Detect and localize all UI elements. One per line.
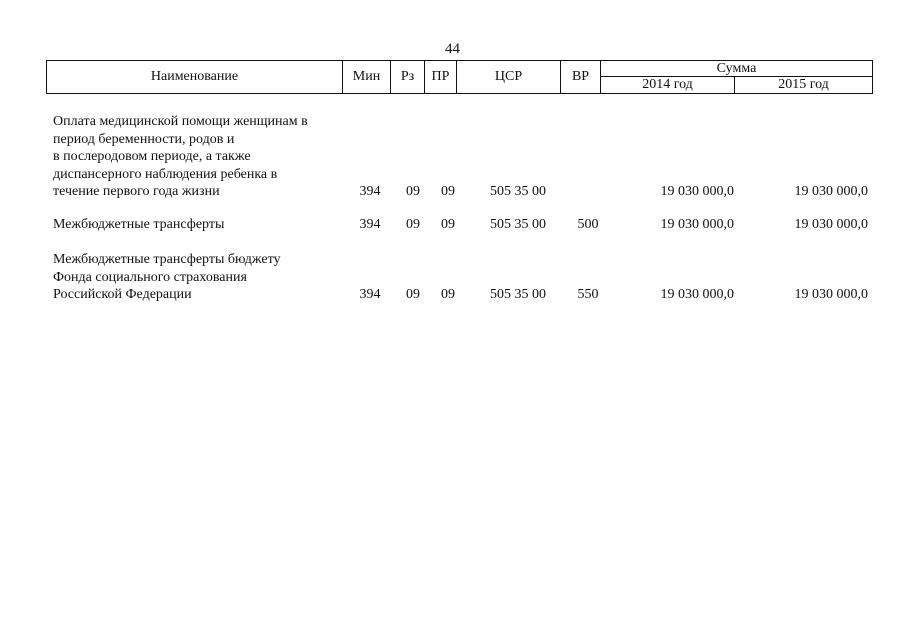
cell-pr: 09 [441,184,455,199]
cell-vr: 500 [577,217,599,232]
table-row-name: Межбюджетные трансферты бюджету Фонда социального страхования Российской Федерации [53,252,281,302]
cell-min: 394 [359,184,381,199]
cell-rz: 09 [406,287,420,302]
cell-sum-2014: 19 030 000,0 [660,287,734,302]
header-year-2015: 2015 год [735,77,873,94]
header-sum: Сумма [601,61,873,77]
page-number: 44 [445,41,460,57]
header-rz: Рз [391,61,425,94]
cell-sum-2014: 19 030 000,0 [660,184,734,199]
cell-sum-2015: 19 030 000,0 [794,184,868,199]
header-name: Наименование [47,61,343,94]
cell-csr: 505 35 00 [490,184,546,199]
cell-csr: 505 35 00 [490,217,546,232]
table-row-name: Оплата медицинской помощи женщинам в период беременности, родов и в послеродовом периоде, а также диспансерного наблюдения ребенка в течение первого года жизни [53,114,308,199]
cell-sum-2014: 19 030 000,0 [660,217,734,232]
header-year-2014: 2014 год [601,77,735,94]
cell-pr: 09 [441,287,455,302]
table-header [46,60,873,94]
header-min: Мин [343,61,391,94]
cell-vr: 550 [577,287,599,302]
header-csr: ЦСР [457,61,561,94]
cell-rz: 09 [406,184,420,199]
table-row-name: Межбюджетные трансферты [53,217,225,232]
cell-min: 394 [359,287,381,302]
cell-csr: 505 35 00 [490,287,546,302]
cell-sum-2015: 19 030 000,0 [794,287,868,302]
header-pr: ПР [425,61,457,94]
header-vr: ВР [561,61,601,94]
cell-rz: 09 [406,217,420,232]
cell-sum-2015: 19 030 000,0 [794,217,868,232]
cell-pr: 09 [441,217,455,232]
cell-min: 394 [359,217,381,232]
